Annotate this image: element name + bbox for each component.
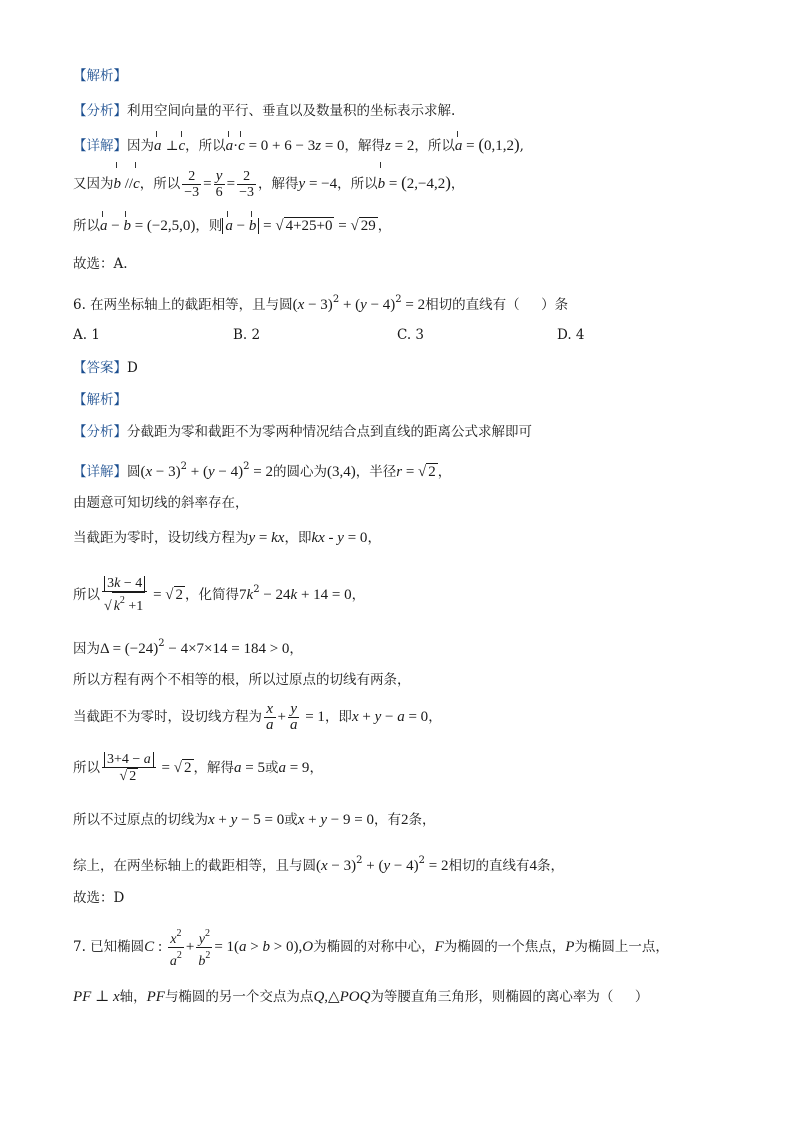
solution-6-line-2: 由题意可知切线的斜率存在， — [73, 495, 249, 511]
answer-choice-6: 故选：D — [73, 890, 125, 906]
solution-6-line-5: 因为$\Delta = (-24)^2 - 4\times 7\times 14 = 184 > 0$， — [73, 638, 303, 657]
option-b: B. 2 — [233, 327, 261, 343]
answer-6: 【答案】D — [73, 360, 138, 376]
solution-6-line-3: 当截距为零时，设切线方程为y = kx，即kx - y = 0， — [73, 530, 381, 546]
question-6-stem: 6. 在两坐标轴上的截距相等，且与圆$(x - 3)^2 + (y - 4)^2 = 2$相切的直线有（ ）条 — [73, 294, 569, 313]
solution-6-line-6: 所以方程有两个不相等的根，所以过原点的切线有两条， — [73, 672, 411, 688]
detailed-solution-line-1: 【详解】因为a ⊥c，所以a·c = 0 + 6 − 3z = 0，解得z = 2，所以a = (0,1,2), — [73, 135, 524, 154]
option-d: D. 4 — [557, 327, 585, 343]
answer-choice-5: 故选：A. — [73, 256, 128, 272]
analysis-heading: 【解析】 — [73, 68, 127, 84]
solution-6-line-7: 当截距不为零时，设切线方程为 $\frac{x}{a}$ + $\frac{y}{a}$ = 1，即x + y − a = 0， — [73, 701, 442, 733]
option-c: C. 3 — [397, 327, 425, 343]
question-7-line-1: 7. 已知椭圆C : $\frac{x^2}{a^2}$ + $\frac{y^2}{b^2}$ = 1(a > b > 0),O为椭圆的对称中心，F为椭圆的一个焦点，P为椭圆上一点， — [73, 928, 669, 969]
solution-6-line-4: 所以 $\frac{3k - 4}{√ k^2 +1}$ = √ 2 ，化简得$7k^2 - 24k + 14 = 0$， — [73, 576, 366, 614]
analysis-summary: 【分析】利用空间向量的平行、垂直以及数量积的坐标表示求解. — [73, 103, 456, 119]
analysis-heading-6: 【解析】 — [73, 392, 127, 408]
solution-6-line-8: 所以 $\frac{3+4 - a}{√ 2}$ = √ 2 ，解得a = 5或a = 9， — [73, 752, 323, 784]
detailed-solution-line-3: 所以a − b = (−2,5,0)，则 a − b = √ 4+25+0 = √ 29 ， — [73, 218, 392, 234]
solution-6-line-9: 所以不过原点的切线为x + y − 5 = 0或x + y − 9 = 0，有2条， — [73, 812, 436, 828]
question-7-line-2: PF ⊥ x轴，PF与椭圆的另一个交点为点Q,△POQ为等腰直角三角形，则椭圆的离心率为（ ） — [73, 989, 649, 1005]
solution-6-line-1: 【详解】圆$(x - 3)^2 + (y - 4)^2 = 2$的圆心为(3,4)，半径r = √ 2 ， — [73, 461, 452, 480]
solution-6-line-10: 综上，在两坐标轴上的截距相等，且与圆$(x - 3)^2 + (y - 4)^2 = 2$相切的直线有4条， — [73, 855, 564, 874]
option-a: A. 1 — [73, 327, 100, 343]
detailed-solution-line-2: 又因为b //c，所以 $\frac{2}{-3}$ = $\frac{y}{6}$ = $\frac{2}{-3}$ ，解得y = −4，所以b = (2,−4,2)， — [73, 168, 465, 200]
analysis-summary-6: 【分析】分截距为零和截距不为零两种情况结合点到直线的距离公式求解即可 — [73, 424, 532, 440]
